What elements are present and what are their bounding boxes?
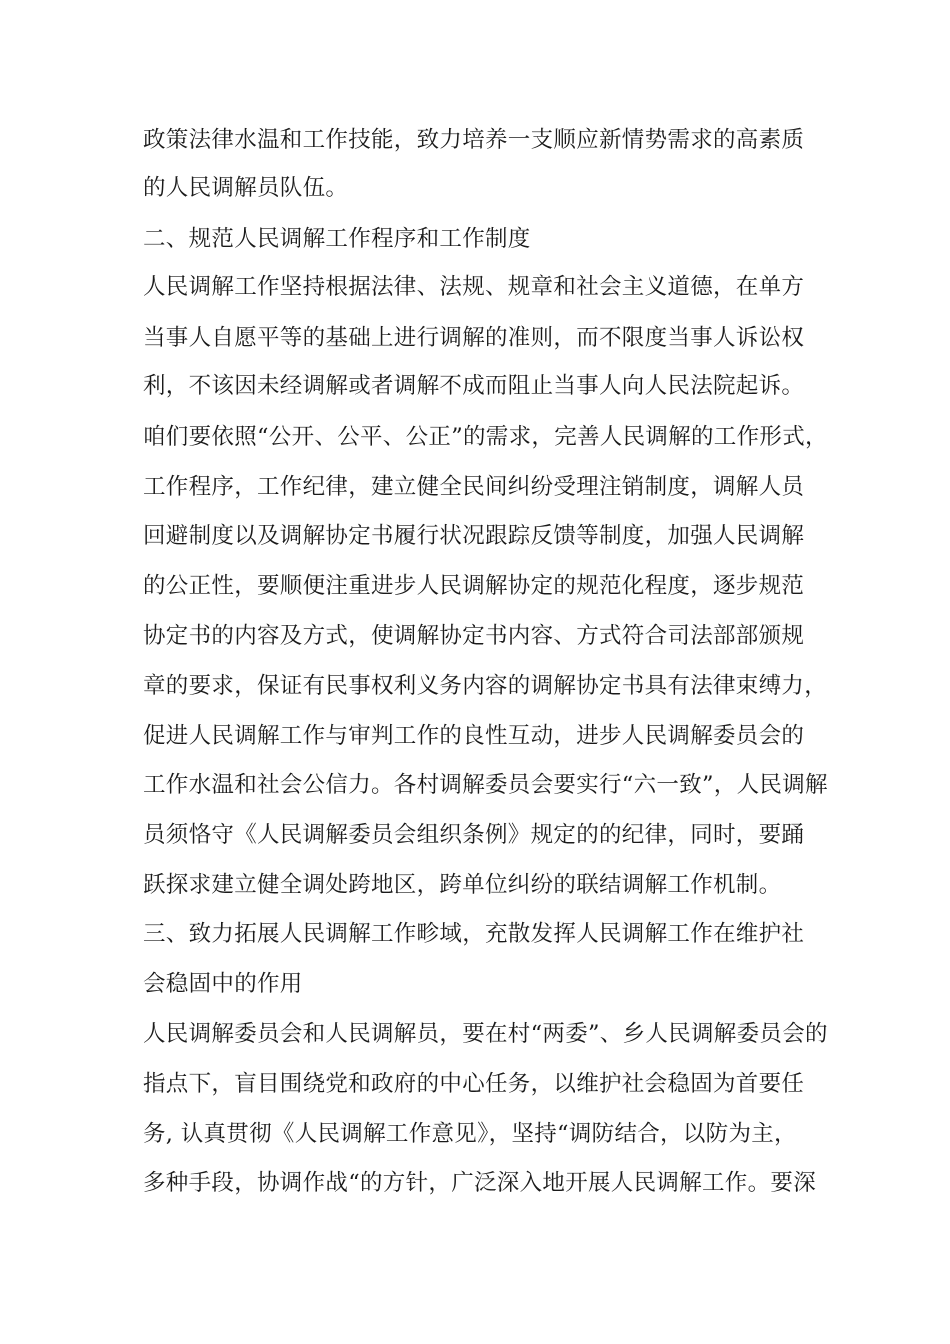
text-line: 的人民调解员队伍。: [143, 175, 349, 201]
text-line: 工作水温和社会公信力。各村调解委员会要实行“六一致”，人民调解: [143, 772, 828, 798]
text-line: 人民调解委员会和人民调解员，要在村“两委”、乡人民调解委员会的: [143, 1021, 828, 1047]
text-line: 务, 认真贯彻《人民调解工作意见》，坚持“调防结合，以防为主，: [143, 1121, 797, 1147]
text-line: 当事人自愿平等的基础上进行调解的准则，而不限度当事人诉讼权: [143, 325, 805, 351]
text-line: 利，不该因未经调解或者调解不成而阻止当事人向人民法院起诉。: [143, 373, 805, 399]
text-line: 工作程序，工作纪律，建立健全民间纠纷受理注销制度，调解人员: [143, 474, 805, 500]
section-heading: 三、致力拓展人民调解工作畛域，充散发挥人民调解工作在维护社: [143, 921, 805, 947]
text-line: 多种手段，协调作战“的方针，广泛深入地开展人民调解工作。要深: [143, 1170, 817, 1196]
text-line: 跃探求建立健全调处跨地区，跨单位纠纷的联结调解工作机制。: [143, 872, 782, 898]
text-line: 章的要求，保证有民事权利义务内容的调解协定书具有法律束缚力，: [143, 673, 828, 699]
text-line: 协定书的内容及方式，使调解协定书内容、方式符合司法部部颁规: [143, 623, 805, 649]
section-heading: 二、规范人民调解工作程序和工作制度: [143, 226, 531, 252]
text-line: 促进人民调解工作与审判工作的良性互动，进步人民调解委员会的: [143, 723, 805, 749]
text-line: 回避制度以及调解协定书履行状况跟踪反馈等制度，加强人民调解: [143, 523, 805, 549]
text-line: 人民调解工作坚持根据法律、法规、规章和社会主义道德，在单方: [143, 274, 805, 300]
text-line: 政策法律水温和工作技能，致力培养一支顺应新情势需求的高素质: [143, 127, 805, 153]
text-line: 指点下，盲目围绕党和政府的中心任务，以维护社会稳固为首要任: [143, 1071, 805, 1097]
text-line: 的公正性，要顺便注重进步人民调解协定的规范化程度，逐步规范: [143, 573, 805, 599]
text-line: 员须恪守《人民调解委员会组织条例》规定的的纪律，同时，要踊: [143, 822, 805, 848]
text-line: 咱们要依照“公开、公平、公正”的需求，完善人民调解的工作形式，: [143, 424, 828, 450]
section-heading: 会稳固中的作用: [143, 971, 303, 997]
